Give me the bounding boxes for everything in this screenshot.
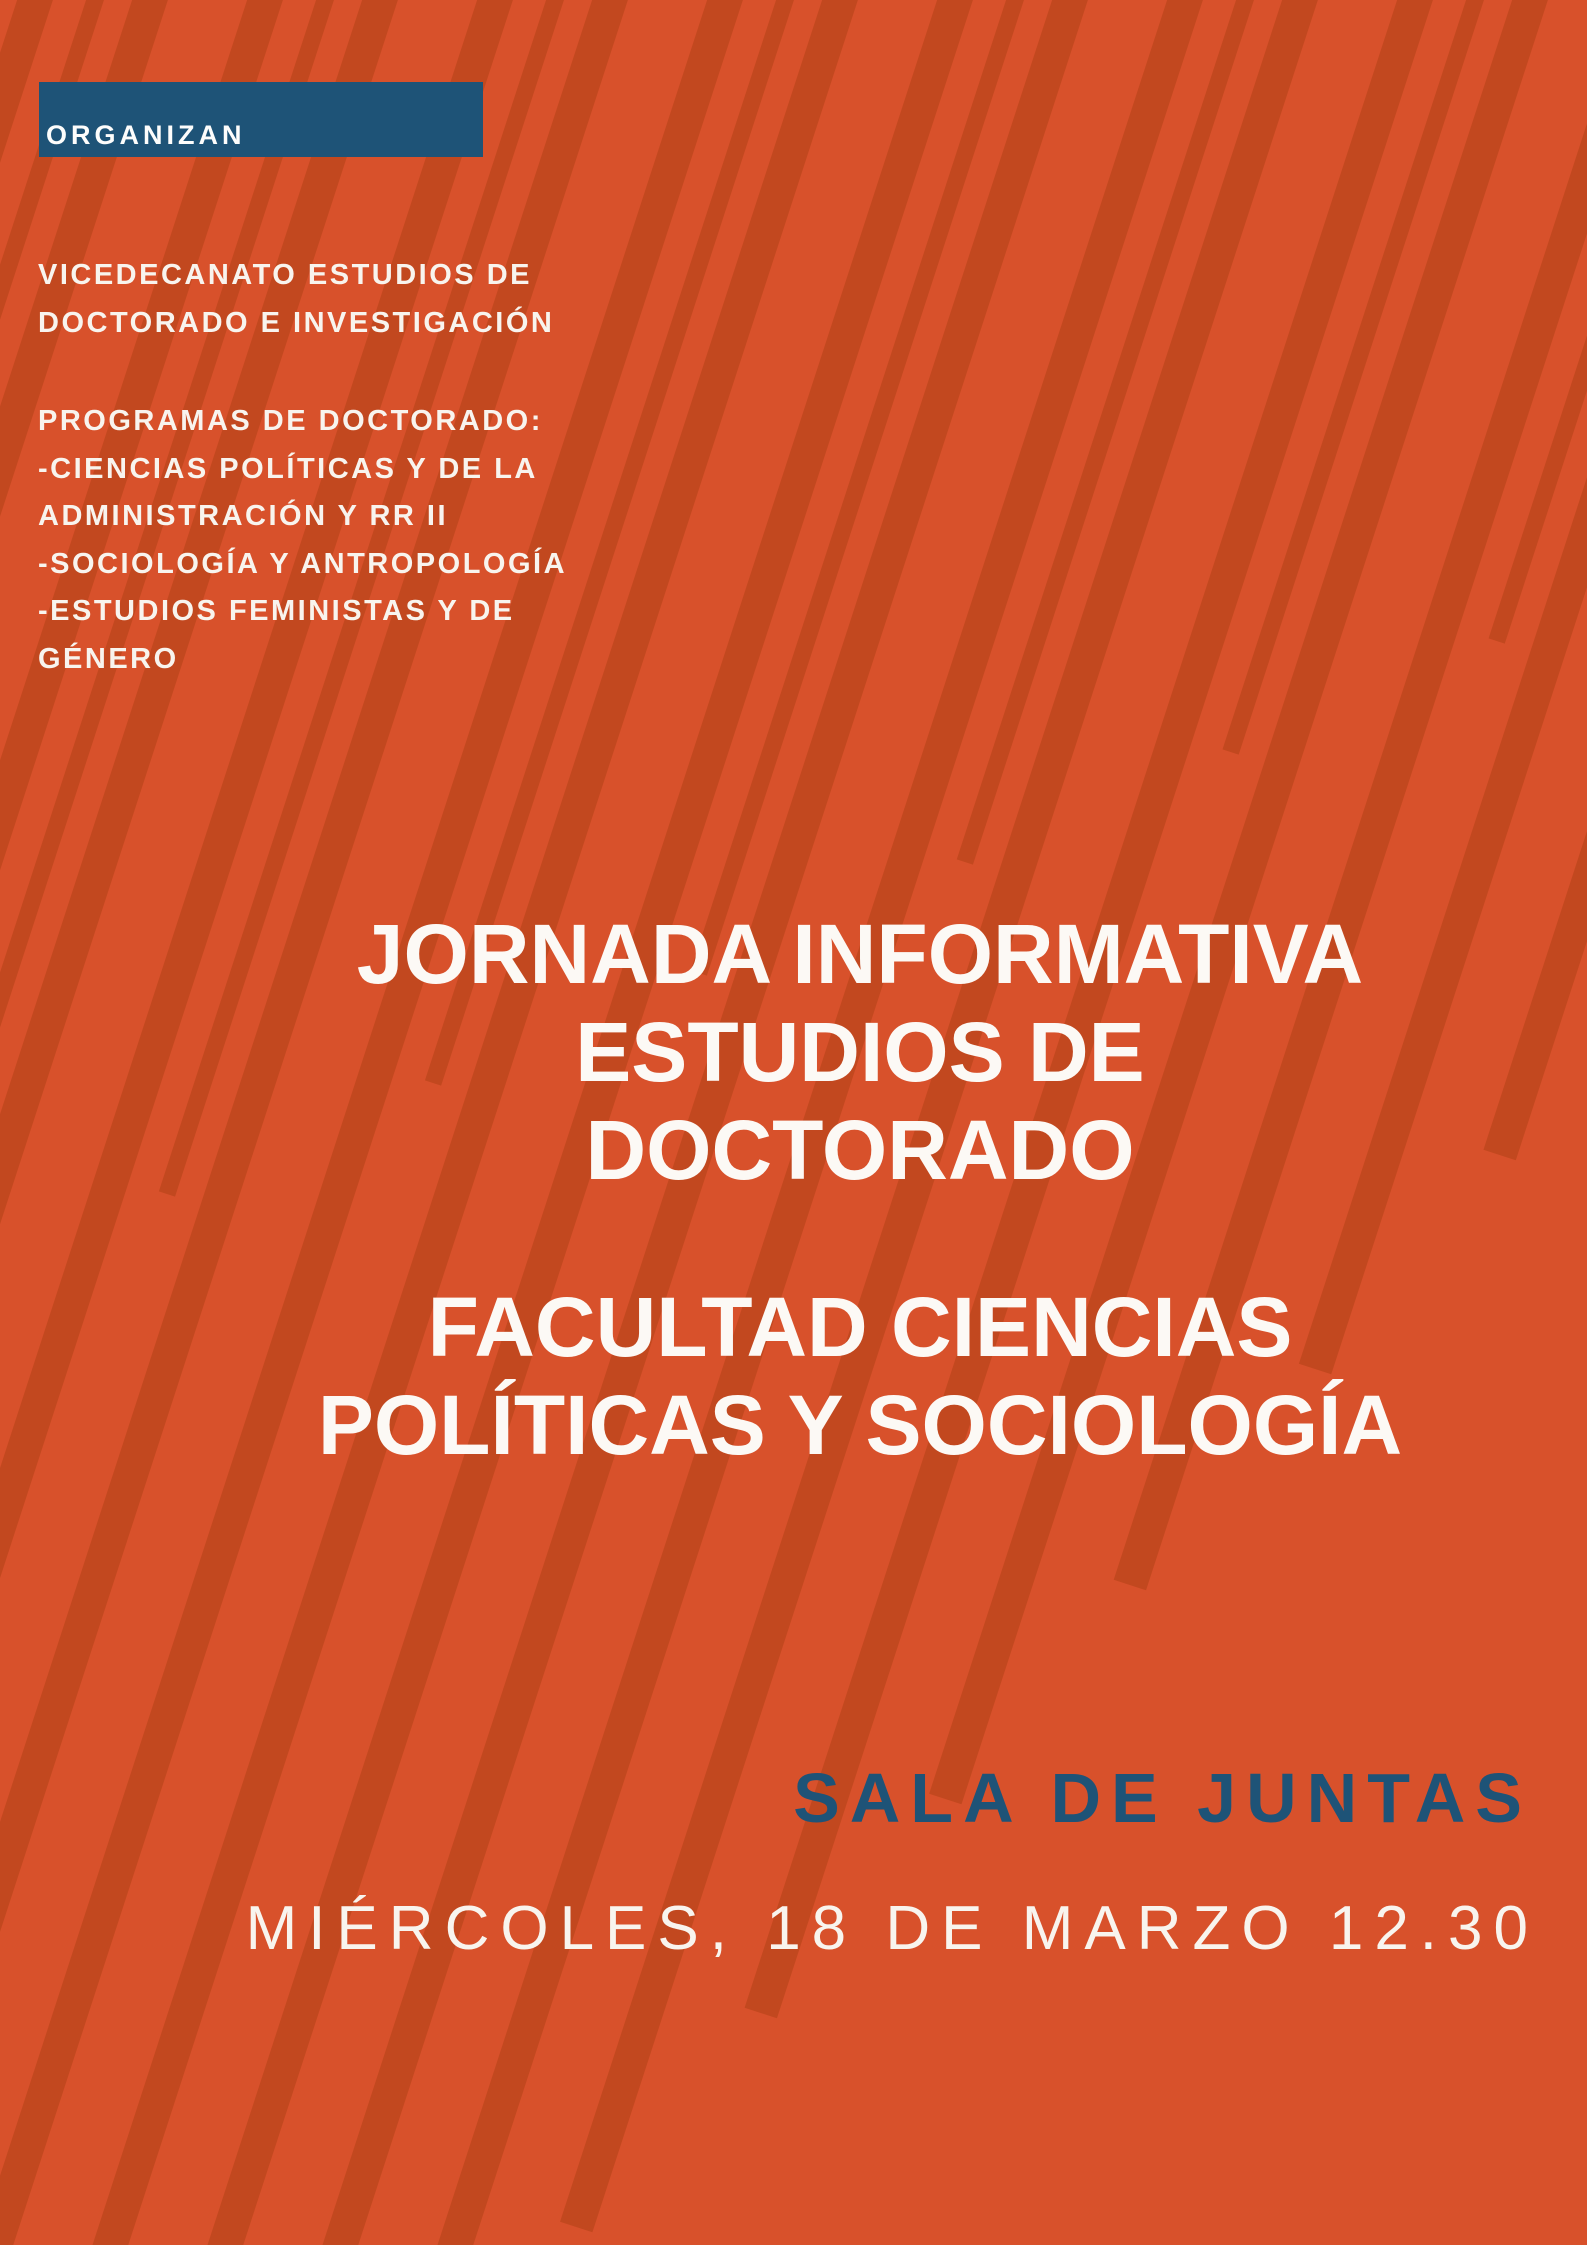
faculty-title-line: FACULTAD CIENCIAS: [427, 1280, 1293, 1374]
faculty-title: [133, 1278, 1587, 1474]
programs-heading: PROGRAMAS DE DOCTORADO:: [38, 405, 543, 437]
organizers-line: VICEDECANATO ESTUDIOS DE: [38, 259, 532, 291]
faculty-title-line: POLÍTICAS Y SOCIOLOGÍA: [317, 1378, 1403, 1472]
venue-text: SALA DE JUNTAS: [793, 1759, 1532, 1837]
stripe: [699, 0, 1044, 973]
programs-line: -CIENCIAS POLÍTICAS Y DE LA: [38, 452, 538, 485]
programs-line: -SOCIOLOGÍA Y ANTROPOLOGÍA: [38, 547, 568, 580]
organizers-block: [38, 252, 554, 347]
programs-block: [38, 398, 567, 683]
main-title-line: DOCTORADO: [585, 1103, 1135, 1197]
datetime-text: MIÉRCOLES, 18 DE MARZO 12.30: [245, 1894, 1539, 1963]
organizan-banner: [39, 82, 483, 157]
programs-line: GÉNERO: [38, 642, 179, 675]
programs-line: -ESTUDIOS FEMINISTAS Y DE: [38, 595, 515, 627]
main-title-line: JORNADA INFORMATIVA: [356, 907, 1364, 1001]
organizers-line: DOCTORADO E INVESTIGACIÓN: [38, 306, 555, 339]
programs-line: ADMINISTRACIÓN Y RR II: [38, 500, 449, 532]
main-title: [133, 905, 1587, 1199]
main-title-line: ESTUDIOS DE: [575, 1005, 1145, 1099]
organizan-label: ORGANIZAN: [46, 120, 246, 150]
